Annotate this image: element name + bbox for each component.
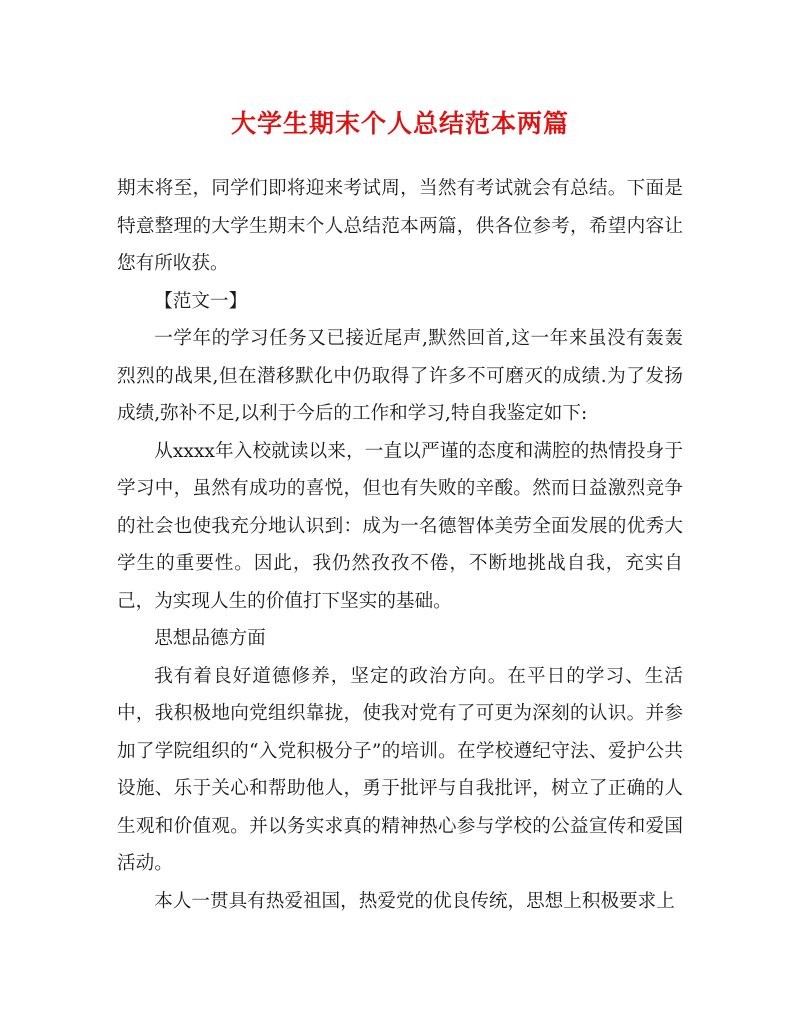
section-heading-sample-one: 【范文一】	[154, 290, 248, 312]
body-paragraph: 我有着良好道德修养，坚定的政治方向。在平日的学习、生活中，我积极地向党组织靠拢，使我对党有了可更为深刻的认识。并参加了学院组织的“入党积极分子”的培训。在学校遵纪守法、爱护公共设施、乐于关心和帮助他人，勇于批评与自我批评，树立了正确的人生观和价值观。并以务实求真的精神热心参与学校的公益宣传和爱国活动。	[117, 665, 683, 874]
body-paragraph: 一学年的学习任务又已接近尾声,默然回首,这一年来虽没有轰轰烈烈的战果,但在潜移默化中仍取得了许多不可磨灭的成绩.为了发扬成绩,弥补不足,以利于今后的工作和学习,特自我鉴定如下:	[117, 328, 683, 424]
intro-paragraph: 期末将至，同学们即将迎来考试周，当然有考试就会有总结。下面是特意整理的大学生期末个人总结范本两篇，供各位参考，希望内容让您有所收获。	[117, 178, 683, 274]
document-body	[117, 170, 683, 920]
body-paragraph: 从xxxx年入校就读以来，一直以严谨的态度和满腔的热情投身于学习中，虽然有成功的喜悦，但也有失败的辛酸。然而日益激烈竞争的社会也使我充分地认识到：成为一名德智体美劳全面发展的优秀大学生的重要性。因此，我仍然孜孜不倦，不断地挑战自我，充实自己，为实现人生的价值打下坚实的基础。	[117, 440, 683, 612]
document-title: 大学生期末个人总结范本两篇	[230, 109, 569, 138]
body-paragraph: 本人一贯具有热爱祖国，热爱党的优良传统，思想上积极要求上	[154, 890, 675, 912]
subsection-heading-moral: 思想品德方面	[154, 628, 266, 649]
